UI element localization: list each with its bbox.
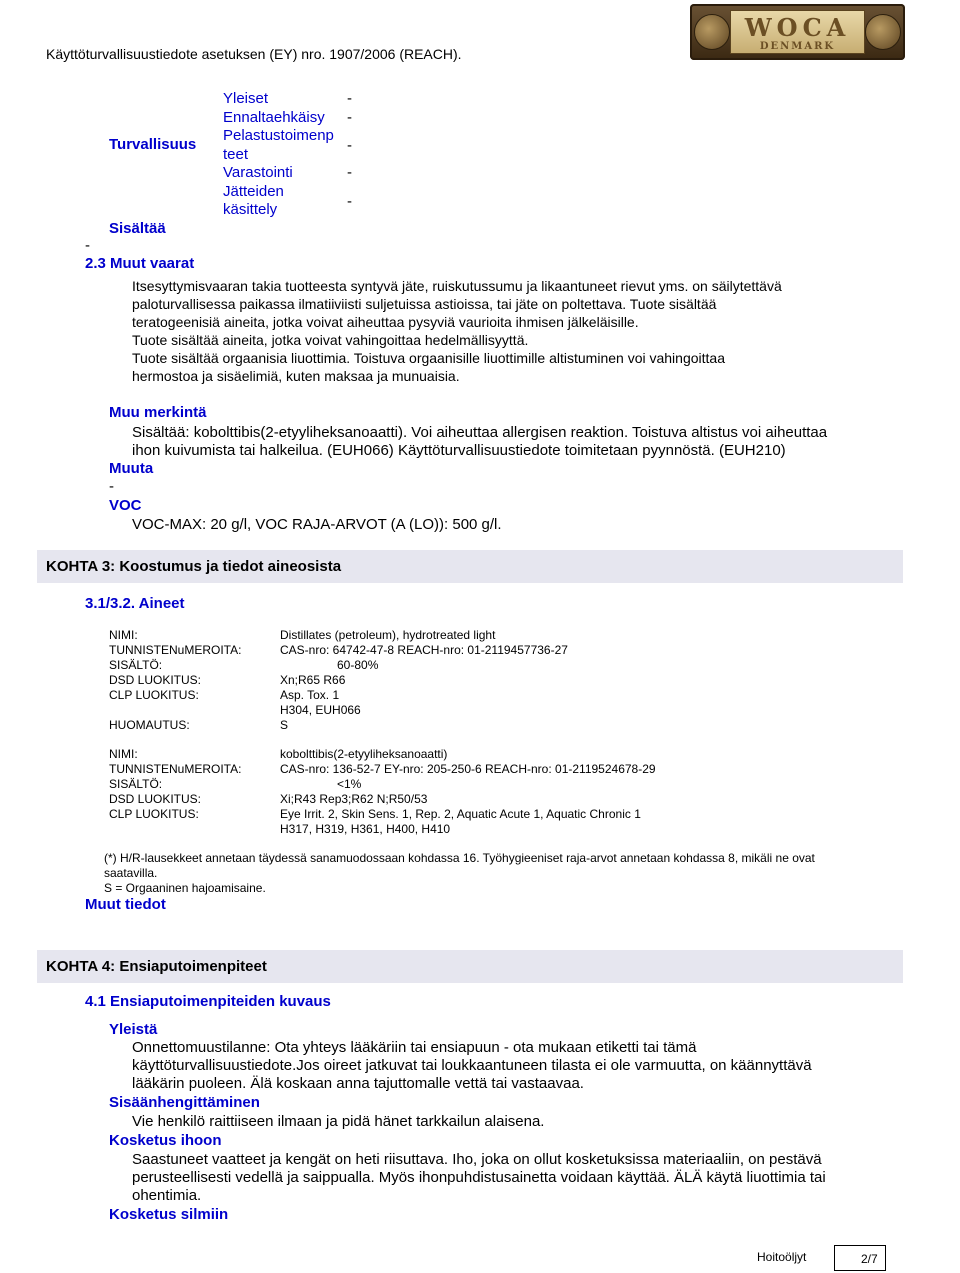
hazard-line: teratogeenisiä aineita, jotka voivat aiheuttaa pysyviä vaurioita ihmisen jälkeläisille. xyxy=(132,314,639,330)
first-aid-line: ohentimia. xyxy=(132,1187,202,1204)
substance-value: Xi;R43 Rep3;R62 N;R50/53 xyxy=(280,792,428,806)
safety-label: Turvallisuus xyxy=(109,136,197,153)
first-aid-line: Vie henkilö raittiiseen ilmaan ja pidä hänet tarkkailun alaisena. xyxy=(132,1113,545,1130)
footnote-line: saatavilla. xyxy=(104,866,158,880)
page-number-box xyxy=(834,1245,886,1271)
substance-value: kobolttibis(2-etyyliheksanoaatti) xyxy=(280,747,448,761)
other-labels-line: ihon kuivumista tai halkeilua. (EUH066) Käyttöturvallisuustiedote toimitetaan pyynnöstä. (EUH210) xyxy=(132,442,786,459)
first-aid-line: Onnettomuustilanne: Ota yhteys lääkäriin tai ensiapuun - ota mukaan etiketti tai tämä xyxy=(132,1039,697,1056)
page-number: 2/7 xyxy=(861,1252,878,1266)
more-info-heading: Muut tiedot xyxy=(85,896,166,913)
logo-sub: DENMARK xyxy=(759,41,836,52)
other-labels-heading: Muu merkintä xyxy=(109,404,207,421)
substance-label: HUOMAUTUS: xyxy=(109,718,190,732)
first-aid-line: perusteellisesti vedellä ja saippualla. Myös ihonpuhdistusainetta voidaan käyttää. ÄLÄ käytä liuottimia tai xyxy=(132,1169,826,1186)
safety-value-yleiset: - xyxy=(347,90,352,107)
substance-label: DSD LUOKITUS: xyxy=(109,673,202,687)
footnote-line: (*) H/R-lausekkeet annetaan täydessä sanamuodossaan kohdassa 16. Työhygieeniset raja-arvot annetaan kohdassa 8, mikäli ne ovat xyxy=(104,851,815,865)
logo-seal-left xyxy=(694,14,730,50)
logo-plate xyxy=(730,10,865,54)
safety-item-pelastus-cont: teet xyxy=(223,146,249,163)
safety-item-jatteiden: Jätteiden xyxy=(223,183,284,200)
first-aid-label: Sisäänhengittäminen xyxy=(109,1094,260,1111)
substance-value: Asp. Tox. 1 xyxy=(280,688,340,702)
logo-word: WOCA xyxy=(744,13,851,42)
first-aid-label: Kosketus silmiin xyxy=(109,1206,229,1223)
safety-value-pelastus: - xyxy=(347,137,352,154)
section-3-title: KOHTA 3: Koostumus ja tiedot aineosista xyxy=(46,558,342,575)
substance-label: CLP LUOKITUS: xyxy=(109,807,199,821)
safety-item-yleiset: Yleiset xyxy=(223,90,269,107)
first-aid-line: lääkärin puoleen. Älä koskaan anna tajuttomalle vettä tai vastaavaa. xyxy=(132,1075,584,1092)
substance-value: CAS-nro: 136-52-7 EY-nro: 205-250-6 REACH-nro: 01-2119524678-29 xyxy=(280,762,656,776)
other-labels-line: Sisältää: kobolttibis(2-etyyliheksanoaatti). Voi aiheuttaa allergisen reaktion. Toistuva altistus voi aiheuttaa xyxy=(132,424,828,441)
contains-value: - xyxy=(85,237,90,254)
safety-value-varastointi: - xyxy=(347,164,352,181)
safety-value-jatteiden: - xyxy=(347,193,352,210)
other-hazards-heading: 2.3 Muut vaarat xyxy=(85,255,195,272)
substance-label: SISÄLTÖ: xyxy=(109,658,163,672)
muuta-label: Muuta xyxy=(109,460,154,477)
substance-value: 60-80% xyxy=(337,658,379,672)
substance-value: H317, H319, H361, H400, H410 xyxy=(280,822,451,836)
hazard-line: Tuote sisältää aineita, jotka voivat vahingoittaa hedelmällisyyttä. xyxy=(132,332,529,348)
section-4-bar xyxy=(37,950,903,983)
safety-item-varastointi: Varastointi xyxy=(223,164,293,181)
regulation-header: Käyttöturvallisuustiedote asetuksen (EY) nro. 1907/2006 (REACH). xyxy=(46,46,462,62)
woca-logo xyxy=(690,4,905,60)
substance-label: TUNNISTENuMEROITA: xyxy=(109,762,242,776)
substance-value: H304, EUH066 xyxy=(280,703,361,717)
section-4-title: KOHTA 4: Ensiaputoimenpiteet xyxy=(46,958,267,975)
footnote-line: S = Orgaaninen hajoamisaine. xyxy=(104,881,266,895)
safety-item-kasittely: käsittely xyxy=(223,201,278,218)
muuta-value: - xyxy=(109,478,114,495)
substance-label: NIMI: xyxy=(109,628,138,642)
substance-label: TUNNISTENuMEROITA: xyxy=(109,643,242,657)
substance-value: Xn;R65 R66 xyxy=(280,673,346,687)
substance-label: NIMI: xyxy=(109,747,138,761)
voc-value: VOC-MAX: 20 g/l, VOC RAJA-ARVOT (A (LO)): 500 g/l. xyxy=(132,516,502,533)
first-aid-label: Kosketus ihoon xyxy=(109,1132,222,1149)
substance-value: <1% xyxy=(337,777,362,791)
first-aid-line: Saastuneet vaatteet ja kengät on heti riisuttava. Iho, joka on ollut kosketuksissa materiaaliin, on pestävä xyxy=(132,1151,822,1168)
hazard-line: hermostoa ja sisäelimiä, kuten maksaa ja munuaisia. xyxy=(132,368,460,384)
substance-value: CAS-nro: 64742-47-8 REACH-nro: 01-2119457736-27 xyxy=(280,643,568,657)
first-aid-line: käyttöturvallisuustiedote.Jos oireet jatkuvat tai loukkaantuneen tilasta ei ole varmuutta, on käännyttävä xyxy=(132,1057,812,1074)
safety-item-pelastus: Pelastustoimenp xyxy=(223,127,334,144)
footer-product: Hoitoöljyt xyxy=(757,1250,807,1264)
hazard-line: paloturvallisessa paikassa ilmatiiviisti suljetuissa astioissa, tai jäte on poltettava. Tuote sisältää xyxy=(132,296,717,312)
first-aid-label: Yleistä xyxy=(109,1021,158,1038)
substance-value: S xyxy=(280,718,289,732)
section-4-sub: 4.1 Ensiaputoimenpiteiden kuvaus xyxy=(85,993,331,1010)
safety-item-ennaltaehkaisy: Ennaltaehkäisy xyxy=(223,109,325,126)
safety-value-ennaltaehkaisy: - xyxy=(347,109,352,126)
contains-label: Sisältää xyxy=(109,220,166,237)
substance-value: Eye Irrit. 2, Skin Sens. 1, Rep. 2, Aquatic Acute 1, Aquatic Chronic 1 xyxy=(280,807,641,821)
section-3-bar xyxy=(37,550,903,583)
section-3-sub: 3.1/3.2. Aineet xyxy=(85,595,185,612)
substance-label: DSD LUOKITUS: xyxy=(109,792,202,806)
substance-value: Distillates (petroleum), hydrotreated light xyxy=(280,628,496,642)
substance-label: SISÄLTÖ: xyxy=(109,777,163,791)
substance-label: CLP LUOKITUS: xyxy=(109,688,199,702)
logo-seal-right xyxy=(865,14,901,50)
hazard-line: Tuote sisältää orgaanisia liuottimia. Toistuva orgaanisille liuottimille altistuminen voi vahingoittaa xyxy=(132,350,725,366)
voc-label: VOC xyxy=(109,497,142,514)
hazard-line: Itsesyttymisvaaran takia tuotteesta syntyvä jäte, ruiskutussumu ja likaantuneet rievut yms. on säilytettävä xyxy=(132,278,782,294)
